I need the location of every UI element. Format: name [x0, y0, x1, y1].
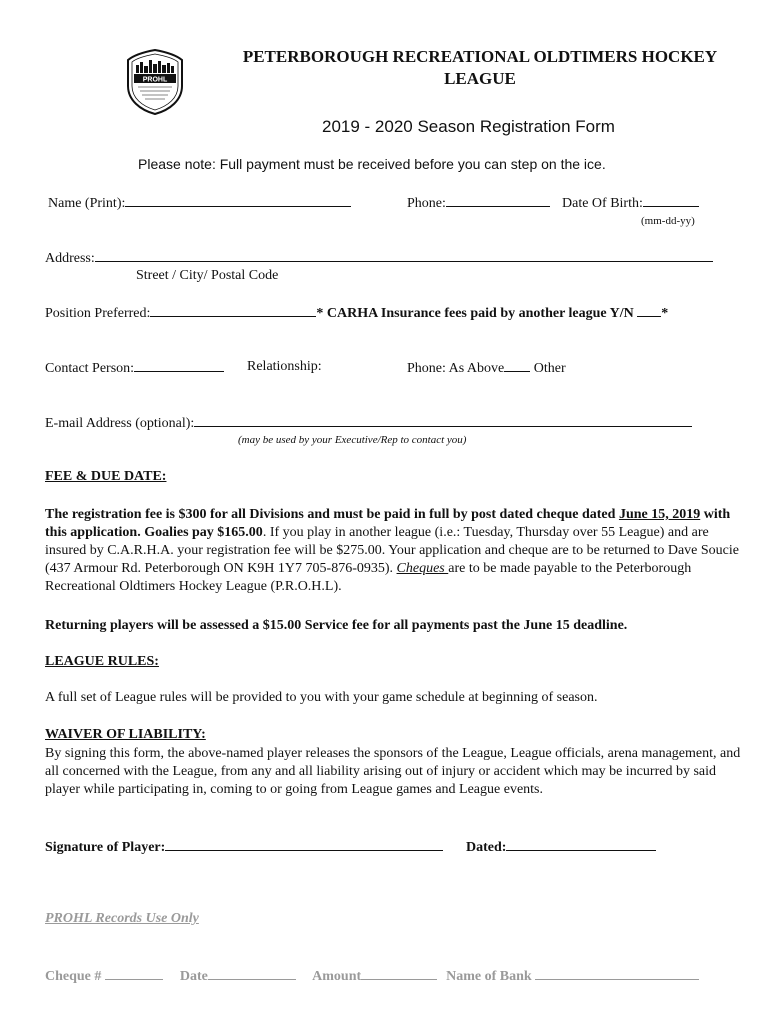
- bank-input-line[interactable]: [535, 967, 699, 980]
- dated-row: [466, 838, 656, 856]
- waiver-text: By signing this form, the above-named player releases the sponsors of the League, League officials, arena management, and all concerned with the League, from any and all liability arising out of injury or accident which may be incurred by said player while participating in, coming to or going from League games and League events.: [45, 746, 741, 797]
- title-line-1: PETERBOROUGH RECREATIONAL OLDTIMERS HOCKEY: [242, 47, 718, 66]
- dob-hint: (mm-dd-yy): [641, 215, 695, 227]
- fee-normal-2: are to be made payable to the Peterborough Recreational Oldtimers Hockey League (P.R.O.H.L).: [45, 561, 692, 594]
- dob-label: Date Of Birth:: [562, 196, 643, 211]
- signature-label: Signature of Player:: [45, 840, 166, 855]
- email-input-line[interactable]: [194, 414, 692, 427]
- position-input-line[interactable]: [150, 304, 316, 317]
- fee-heading: FEE & DUE DATE:: [45, 469, 167, 484]
- carha-label: * CARHA Insurance fees paid by another league Y/N: [316, 306, 634, 321]
- address-field-row: [45, 249, 713, 267]
- bank-label: Name of Bank: [446, 969, 532, 984]
- phone-above-line[interactable]: [504, 359, 530, 372]
- title-line-2: LEAGUE: [444, 69, 516, 88]
- league-title: [220, 46, 740, 90]
- prohl-logo: [126, 48, 184, 116]
- phone-input-line[interactable]: [446, 194, 550, 207]
- name-field-row: [48, 194, 351, 212]
- carha-end: *: [661, 306, 669, 321]
- amount-label: Amount: [312, 969, 362, 984]
- records-heading: PROHL Records Use Only: [45, 911, 199, 926]
- cheque-label: Cheque #: [45, 969, 102, 984]
- address-label: Address:: [45, 251, 95, 266]
- other-label: Other: [533, 361, 566, 376]
- contact-field-row: [45, 359, 224, 377]
- fee-cheques: Cheques: [396, 561, 449, 576]
- returning-fee-note: Returning players will be assessed a $15.00 Service fee for all payments past the June 15 deadline.: [45, 618, 628, 633]
- relationship-label: Relationship:: [247, 359, 322, 374]
- contact-input-line[interactable]: [134, 359, 224, 372]
- email-hint: (may be used by your Executive/Rep to contact you): [238, 434, 467, 446]
- phone-above-row: [407, 359, 566, 377]
- position-label: Position Preferred:: [45, 306, 151, 321]
- rules-text: A full set of League rules will be provided to you with your game schedule at beginning of season.: [45, 690, 598, 705]
- form-subtitle: 2019 - 2020 Season Registration Form: [322, 117, 615, 136]
- dob-input-line[interactable]: [643, 194, 699, 207]
- records-date-line[interactable]: [208, 967, 296, 980]
- position-field-row: [45, 304, 668, 322]
- signature-input-line[interactable]: [165, 838, 443, 851]
- payment-note: Please note: Full payment must be received before you can step on the ice.: [138, 156, 606, 172]
- fee-bold-2: with this application. Goalies pay $165.00: [45, 507, 731, 540]
- email-label: E-mail Address (optional):: [45, 416, 195, 431]
- dob-field-row: [562, 194, 699, 212]
- address-hint: Street / City/ Postal Code: [136, 268, 279, 283]
- amount-input-line[interactable]: [361, 967, 437, 980]
- address-input-line[interactable]: [95, 249, 713, 262]
- fee-normal-1: . If you play in another league (i.e.: Tuesday, Thursday over 55 League) and are insured by C.A.R.H.A. your registration fee will be $275.00. Your application and cheque are to be returned to Dave Soucie (437 Armour Rd. Peterborough ON K9H 1Y7 705-876-0935).: [45, 525, 739, 576]
- signature-row: [45, 838, 443, 856]
- phone-field-row: [407, 194, 550, 212]
- cheque-input-line[interactable]: [105, 967, 163, 980]
- name-input-line[interactable]: [125, 194, 351, 207]
- records-row: [45, 967, 699, 985]
- dated-label: Dated:: [466, 840, 507, 855]
- contact-label: Contact Person:: [45, 361, 135, 376]
- name-label: Name (Print):: [48, 196, 126, 211]
- svg-text:PROHL: PROHL: [142, 76, 168, 84]
- dated-input-line[interactable]: [506, 838, 656, 851]
- rules-heading: LEAGUE RULES:: [45, 654, 159, 669]
- records-date-label: Date: [179, 969, 208, 984]
- waiver-heading: WAIVER OF LIABILITY:: [45, 727, 206, 742]
- fee-paragraph: [45, 506, 745, 596]
- phone-above-label: Phone: As Above: [407, 361, 505, 376]
- email-field-row: [45, 414, 692, 432]
- fee-date: June 15, 2019: [618, 507, 701, 522]
- carha-yn-line[interactable]: [637, 304, 661, 317]
- phone-label: Phone:: [407, 196, 446, 211]
- fee-bold-1: The registration fee is $300 for all Divisions and must be paid in full by post dated cheque dated: [45, 507, 616, 522]
